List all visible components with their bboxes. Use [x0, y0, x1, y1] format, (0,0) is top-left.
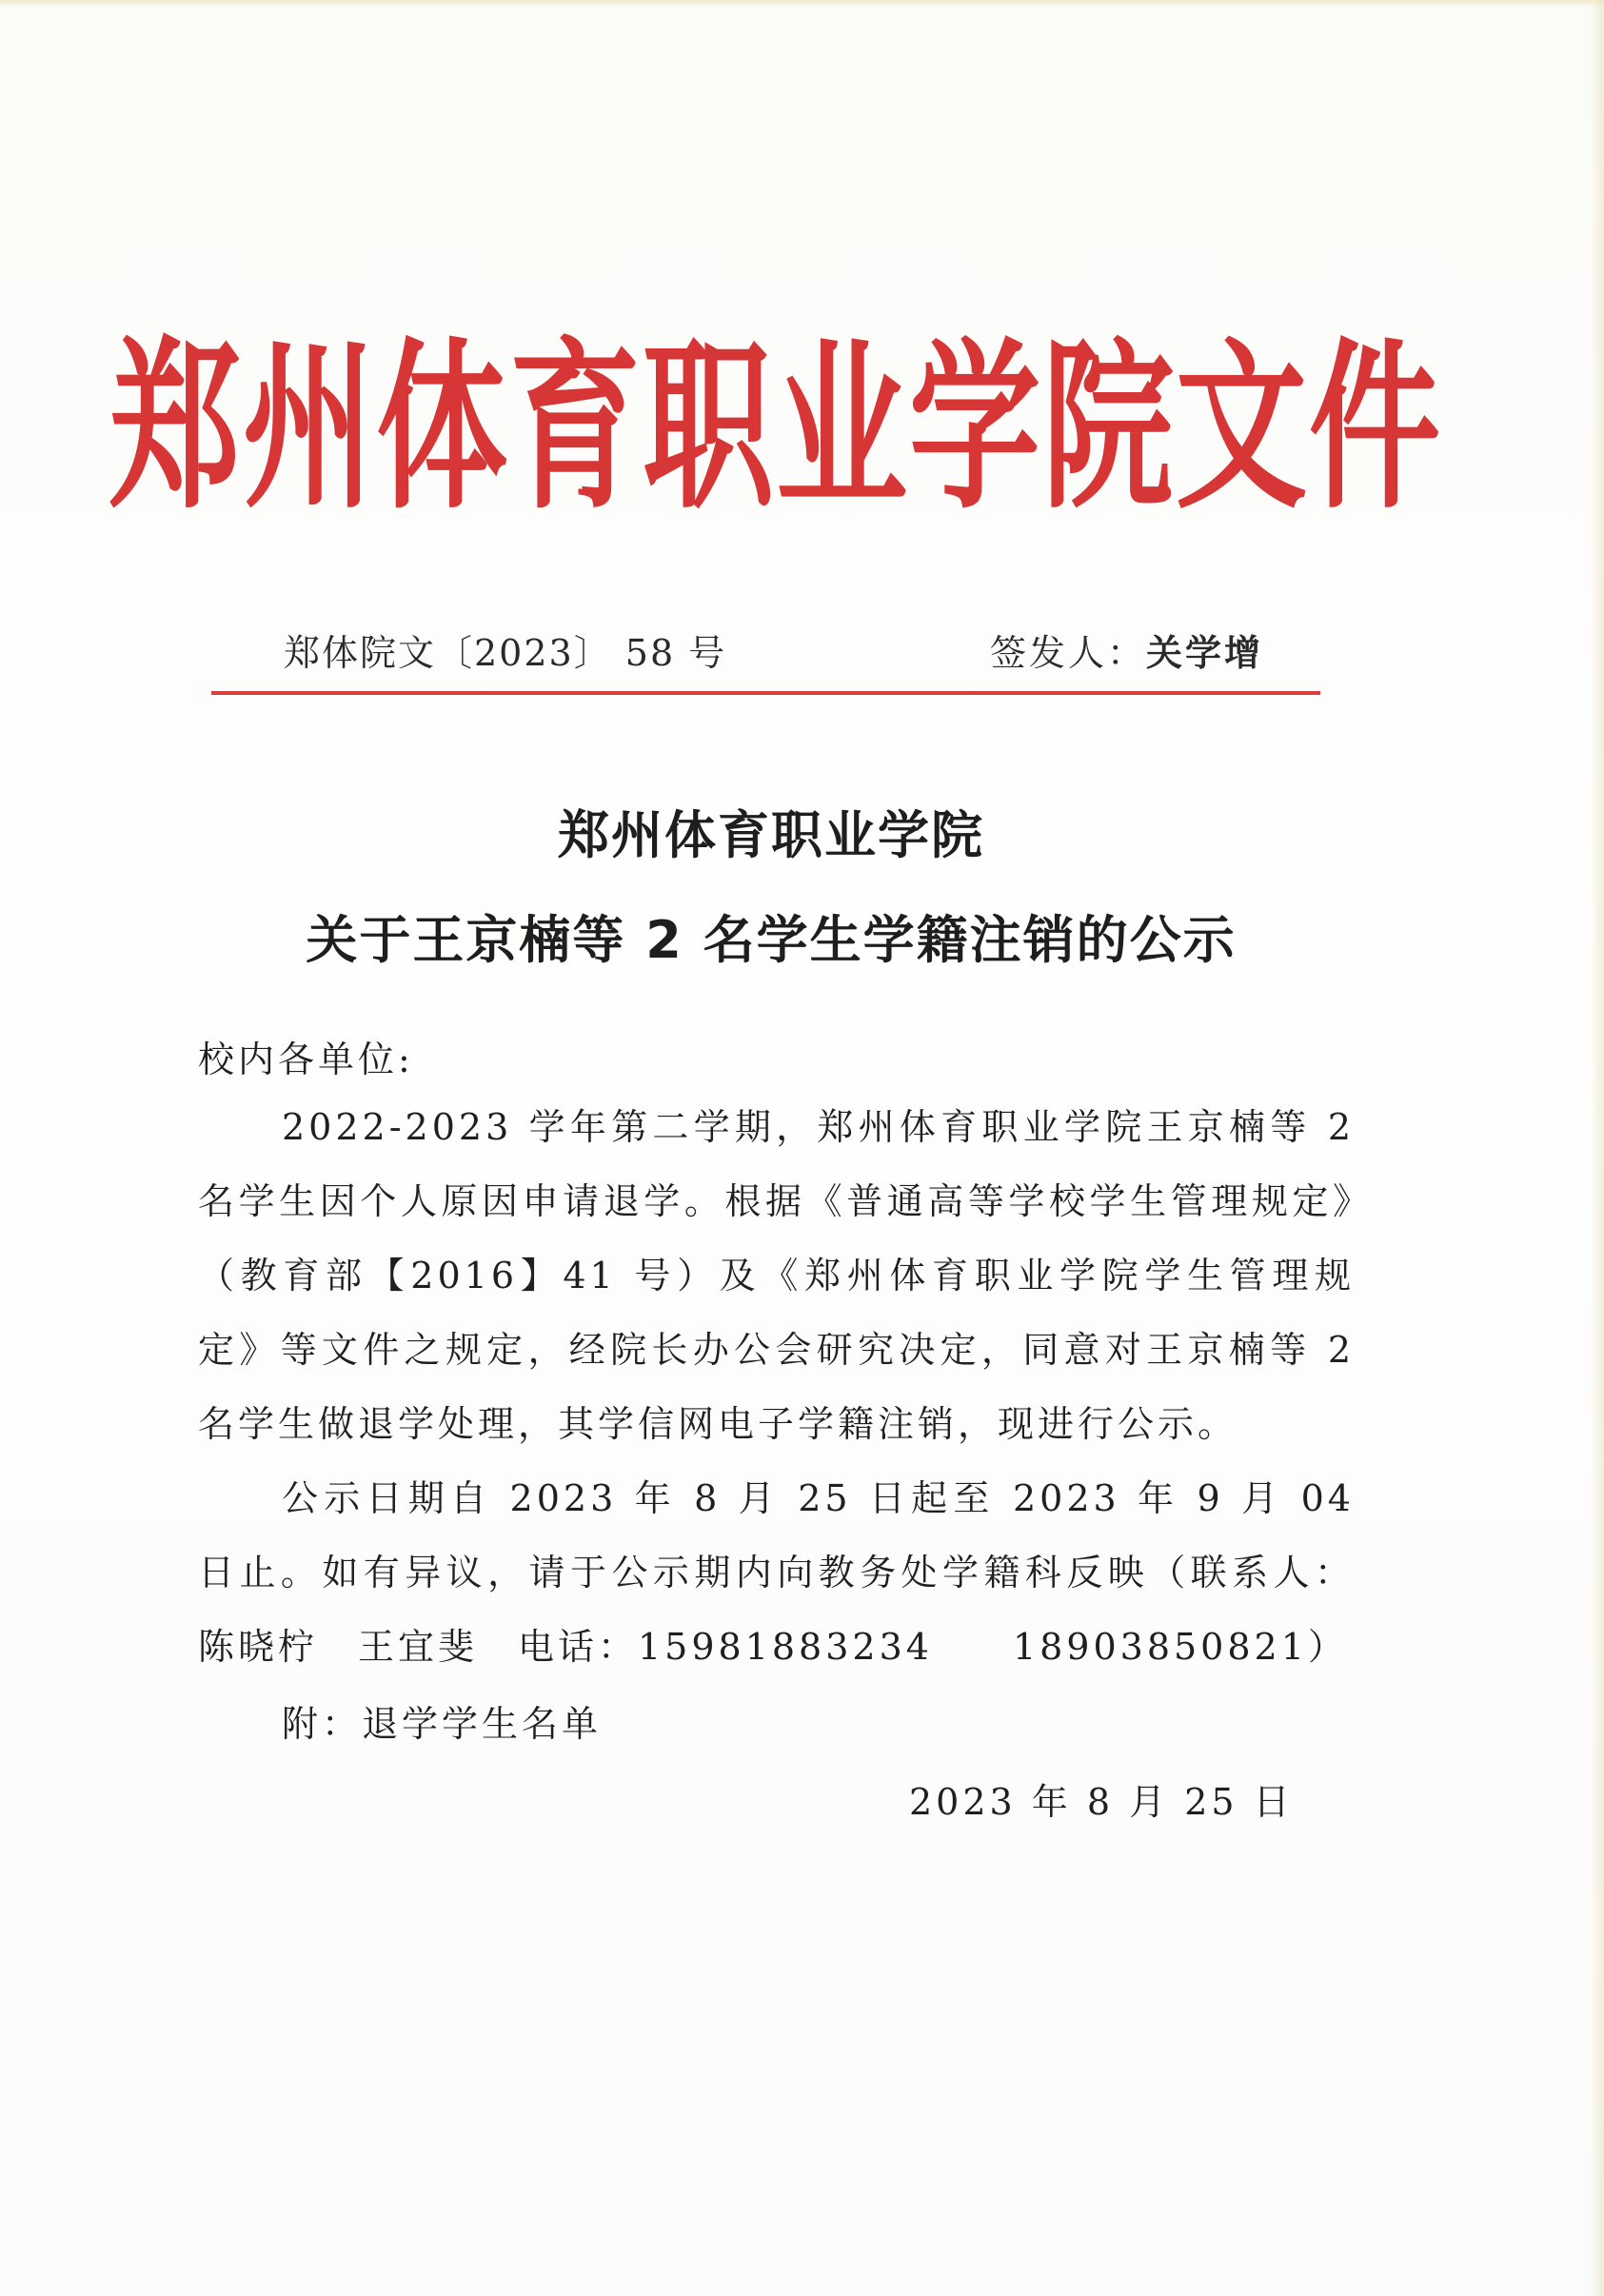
scan-top-shadow: [0, 0, 1604, 8]
signer-name: 关学增: [1146, 632, 1264, 674]
document-masthead: 郑州体育职业学院文件: [109, 322, 1442, 534]
salutation: 校内各单位:: [198, 1039, 414, 1080]
signer: [990, 623, 1263, 676]
scan-edge-shadow: [1591, 0, 1604, 2296]
attachment-note: 附：退学学生名单: [282, 1703, 603, 1745]
document-number: 郑体院文〔2023〕 58 号: [284, 632, 727, 674]
notice-title-line2: 关于王京楠等 2 名学生学籍注销的公示: [306, 910, 1237, 970]
body-paragraph-2: 公示日期自 2023 年 8 月 25 日起至 2023 年 9 月 04 日止。如有异议，请于公示期内向教务处学籍科反映（联系人：陈晓柠 王宜斐 电话：15981883234 18903850821）: [198, 1477, 1355, 1668]
notice-title-line1: 郑州体育职业学院: [558, 805, 984, 865]
issue-date: 2023 年 8 月 25 日: [909, 1781, 1294, 1823]
red-divider-line: [211, 691, 1320, 695]
body-paragraph-1: 2022-2023 学年第二学期，郑州体育职业学院王京楠等 2 名学生因个人原因申请退学。根据《普通高等学校学生管理规定》（教育部【2016】41 号）及《郑州体育职业学院学生管理规定》等文件之规定，经院长办公会研究决定，同意对王京楠等 2 名学生做退学处理，其学信网电子学籍注销，现进行公示。: [198, 1106, 1355, 1445]
signer-label: 签发人：: [990, 632, 1147, 674]
